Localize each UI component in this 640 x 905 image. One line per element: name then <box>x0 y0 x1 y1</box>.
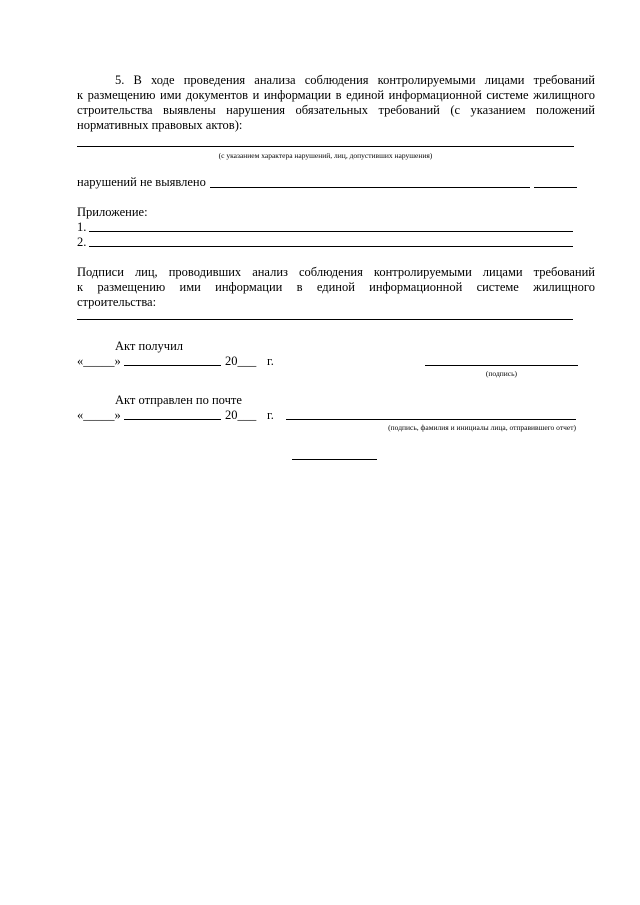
signatures-line-3: строительства: <box>77 295 157 309</box>
violations-caption: (с указанием характера нарушений, лиц, допустивших нарушения) <box>218 151 433 160</box>
act-sent-month-line[interactable] <box>124 419 221 420</box>
no-violations-fill-line-2[interactable] <box>534 187 577 188</box>
act-sent-label: Акт отправлен по почте <box>115 393 242 407</box>
appendix-item-2-line[interactable] <box>89 246 573 247</box>
end-separator-line <box>292 459 377 460</box>
appendix-item-1-line[interactable] <box>89 231 573 232</box>
act-received-day: «_____» <box>77 354 121 368</box>
signatures-line-1: Подписи лиц, проводивших анализ соблюдения контролируемыми лицами требований <box>77 265 595 279</box>
appendix-title: Приложение: <box>77 205 148 219</box>
act-sent-year: 20___ <box>225 408 257 422</box>
act-sent-year-suffix: г. <box>267 408 274 422</box>
no-violations-fill-line[interactable] <box>210 187 530 188</box>
violations-fill-line[interactable] <box>77 146 574 147</box>
section5-line-1: 5. В ходе проведения анализа соблюдения контролируемыми лицами требований <box>115 73 595 87</box>
section5-line-3: строительства выявлены нарушения обязательных требований (с указанием положений <box>77 103 595 117</box>
act-sent-day: «_____» <box>77 408 121 422</box>
no-violations-label: нарушений не выявлено <box>77 175 206 189</box>
act-received-year: 20___ <box>225 354 257 368</box>
act-sent-signature-caption: (подпись, фамилия и инициалы лица, отправившего отчет) <box>388 423 576 432</box>
act-received-year-suffix: г. <box>267 354 274 368</box>
act-sent-signature-line[interactable] <box>286 419 576 420</box>
signatures-fill-line[interactable] <box>77 319 573 320</box>
section5-line-2: к размещению ими документов и информации в единой информационной системе жилищного <box>77 88 595 102</box>
act-received-signature-line[interactable] <box>425 365 578 366</box>
act-received-signature-caption: (подпись) <box>485 369 518 378</box>
signatures-line-2: к размещению ими информации в единой информационной системе жилищного <box>77 280 595 294</box>
section5-line-4: нормативных правовых актов): <box>77 118 243 132</box>
appendix-item-1-number: 1. <box>77 220 87 234</box>
appendix-item-2-number: 2. <box>77 235 87 249</box>
act-received-label: Акт получил <box>115 339 183 353</box>
act-received-month-line[interactable] <box>124 365 221 366</box>
